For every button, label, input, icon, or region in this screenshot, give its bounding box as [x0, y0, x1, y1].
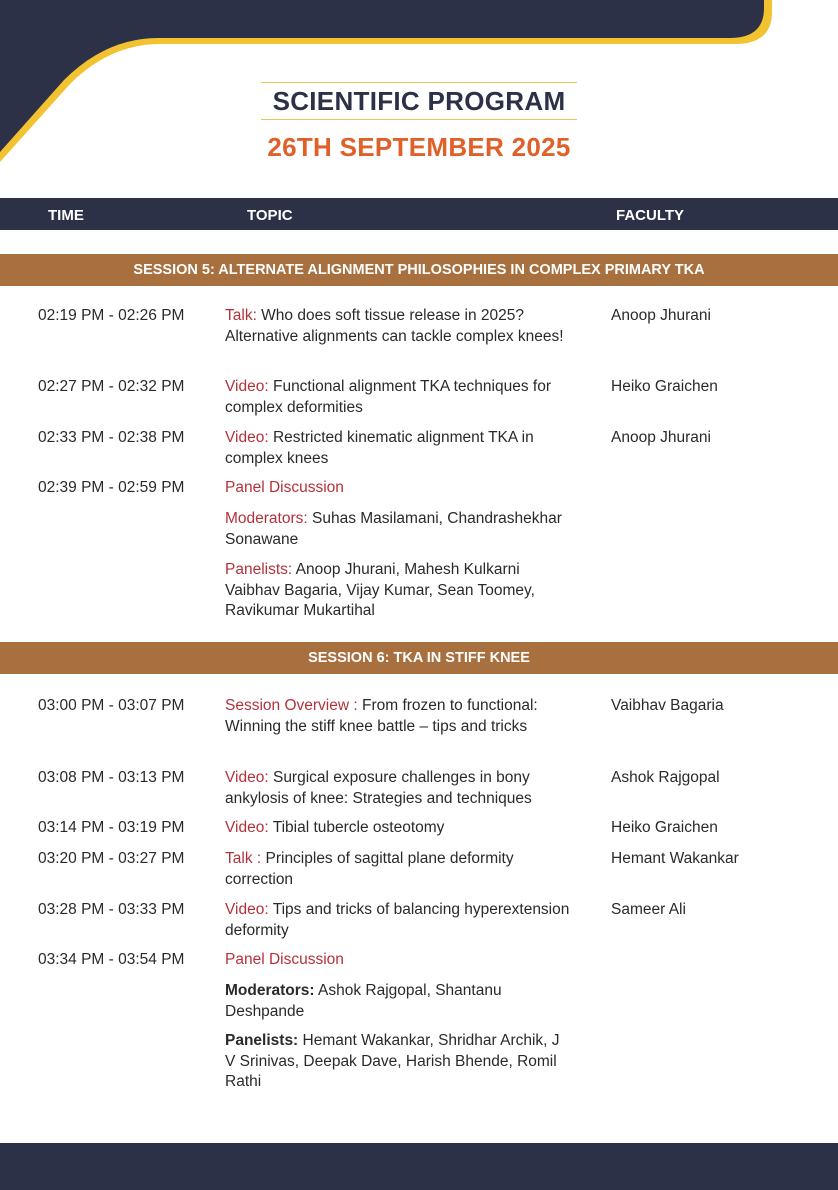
row-faculty: Anoop Jhurani	[611, 429, 711, 446]
row-time: 03:34 PM - 03:54 PM	[38, 951, 185, 968]
moderators	[225, 509, 570, 550]
topic-label: Talk:	[225, 307, 257, 324]
row-topic	[225, 696, 570, 737]
row-faculty: Sameer Ali	[611, 901, 686, 918]
panelists-names: Anoop Jhurani, Mahesh Kulkarni Vaibhav Bagaria, Vijay Kumar, Sean Toomey, Ravikumar Mukartihal	[225, 561, 535, 619]
moderators-names: Suhas Masilamani, Chandrashekhar Sonawane	[225, 510, 562, 548]
topic-label: Video:	[225, 429, 269, 446]
row-topic	[225, 849, 570, 890]
row-time: 02:27 PM - 02:32 PM	[38, 378, 185, 395]
topic-text: Tips and tricks of balancing hyperextension deformity	[225, 901, 570, 939]
topic-label: Video:	[225, 769, 269, 786]
topic-text: Functional alignment TKA techniques for complex deformities	[225, 378, 551, 416]
panelists	[225, 1031, 570, 1093]
topic-text: From frozen to functional: Winning the stiff knee battle – tips and tricks	[225, 697, 538, 735]
table-header	[0, 198, 838, 230]
moderators	[225, 981, 570, 1022]
topic-text: Surgical exposure challenges in bony ankylosis of knee: Strategies and techniques	[225, 769, 532, 807]
row-time: 03:00 PM - 03:07 PM	[38, 697, 185, 714]
topic-label: Panel Discussion	[225, 951, 344, 968]
topic-text: Who does soft tissue release in 2025? Alternative alignments can tackle complex knees!	[225, 307, 564, 345]
row-topic	[225, 377, 570, 418]
topic-column-header: TOPIC	[247, 207, 293, 224]
program-title: SCIENTIFIC PROGRAM	[261, 82, 578, 120]
row-time: 02:39 PM - 02:59 PM	[38, 479, 185, 496]
panelists	[225, 560, 570, 622]
row-time: 03:08 PM - 03:13 PM	[38, 769, 185, 786]
row-time: 03:14 PM - 03:19 PM	[38, 819, 185, 836]
page-heading	[0, 82, 838, 163]
row-faculty: Hemant Wakankar	[611, 850, 739, 867]
topic-label: Video:	[225, 901, 269, 918]
row-faculty: Ashok Rajgopal	[611, 769, 720, 786]
topic-label: Talk :	[225, 850, 262, 867]
row-time: 03:20 PM - 03:27 PM	[38, 850, 185, 867]
program-date: 26TH SEPTEMBER 2025	[267, 132, 571, 162]
faculty-column-header: FACULTY	[616, 207, 685, 224]
moderators-label: Moderators:	[225, 982, 315, 999]
topic-text: Principles of sagittal plane deformity correction	[225, 850, 514, 888]
moderators-names: Ashok Rajgopal, Shantanu Deshpande	[225, 982, 502, 1020]
row-topic	[225, 306, 570, 347]
row-faculty: Vaibhav Bagaria	[611, 697, 724, 714]
panelists-label: Panelists:	[225, 1032, 299, 1049]
row-topic	[225, 768, 570, 809]
panelists-names: Hemant Wakankar, Shridhar Archik, J V Srinivas, Deepak Dave, Harish Bhende, Romil Rathi	[225, 1032, 560, 1090]
row-time: 02:19 PM - 02:26 PM	[38, 307, 185, 324]
topic-label: Video:	[225, 819, 269, 836]
topic-label: Session Overview :	[225, 697, 358, 714]
moderators-label: Moderators:	[225, 510, 308, 527]
session-5-banner: SESSION 5: ALTERNATE ALIGNMENT PHILOSOPHIES IN COMPLEX PRIMARY TKA	[0, 254, 838, 286]
row-topic	[225, 818, 570, 839]
row-faculty: Heiko Graichen	[611, 378, 718, 395]
row-topic	[225, 900, 570, 941]
topic-text: Restricted kinematic alignment TKA in complex knees	[225, 429, 534, 467]
row-faculty: Heiko Graichen	[611, 819, 718, 836]
row-time: 02:33 PM - 02:38 PM	[38, 429, 185, 446]
panelists-label: Panelists:	[225, 561, 293, 578]
topic-text: Tibial tubercle osteotomy	[268, 819, 445, 836]
footer-bar	[0, 1143, 838, 1190]
time-column-header: TIME	[48, 207, 84, 224]
row-topic	[225, 478, 570, 499]
row-time: 03:28 PM - 03:33 PM	[38, 901, 185, 918]
topic-label: Panel Discussion	[225, 479, 344, 496]
topic-label: Video:	[225, 378, 269, 395]
session-6-banner: SESSION 6: TKA IN STIFF KNEE	[0, 642, 838, 674]
row-topic	[225, 950, 570, 971]
row-faculty: Anoop Jhurani	[611, 307, 711, 324]
row-topic	[225, 428, 570, 469]
